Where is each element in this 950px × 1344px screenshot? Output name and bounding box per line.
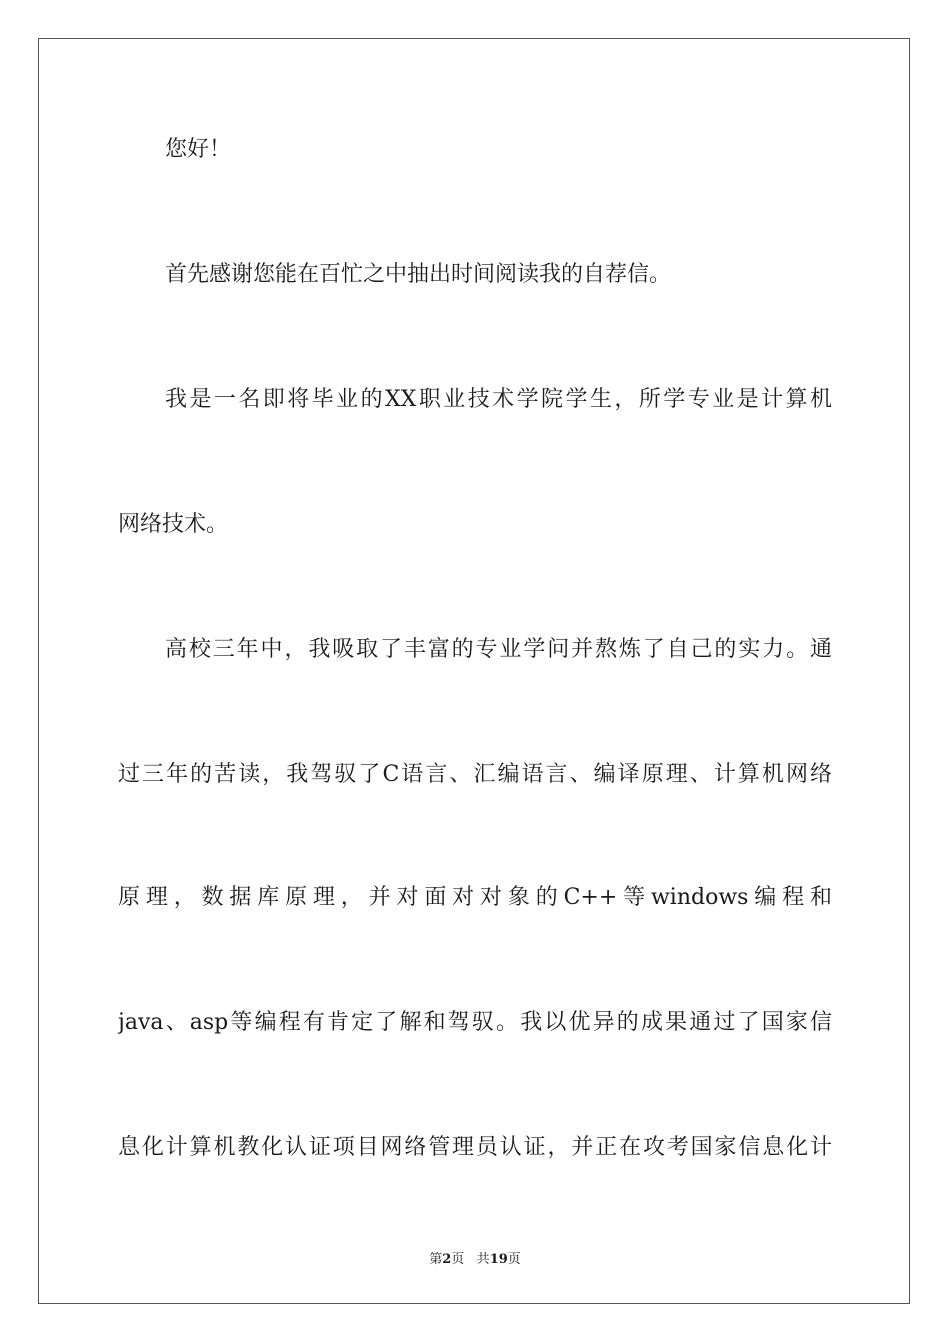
paragraph-line: 过三年的苦读，我驾驭了C语言、汇编语言、编译原理、计算机网络 (118, 762, 832, 787)
page-suffix: 页 (451, 1252, 465, 1267)
total-pages: 19 (489, 1252, 508, 1267)
page-footer (0, 1248, 950, 1267)
page-number: 2 (442, 1252, 452, 1267)
paragraph-line: 我是一名即将毕业的XX职业技术学院学生，所学专业是计算机 (165, 387, 832, 412)
paragraph-line: 息化计算机教化认证项目网络管理员认证，并正在攻考国家信息化计 (118, 1135, 832, 1160)
paragraph-line: 原理，数据库原理，并对面对对象的C++等windows编程和 (118, 885, 832, 910)
paragraph-line: 首先感谢您能在百忙之中抽出时间阅读我的自荐信。 (165, 262, 672, 287)
greeting-line: 您好！ (165, 137, 232, 162)
total-suffix: 页 (507, 1252, 521, 1267)
page-prefix: 第 (429, 1252, 443, 1267)
page-frame (38, 38, 910, 1304)
paragraph-line: java、asp等编程有肯定了解和驾驭。我以优异的成果通过了国家信 (118, 1010, 832, 1035)
total-prefix: 共 (476, 1252, 490, 1267)
paragraph-line: 网络技术。 (118, 512, 229, 537)
paragraph-line: 高校三年中，我吸取了丰富的专业学问并熬炼了自己的实力。通 (165, 637, 832, 662)
